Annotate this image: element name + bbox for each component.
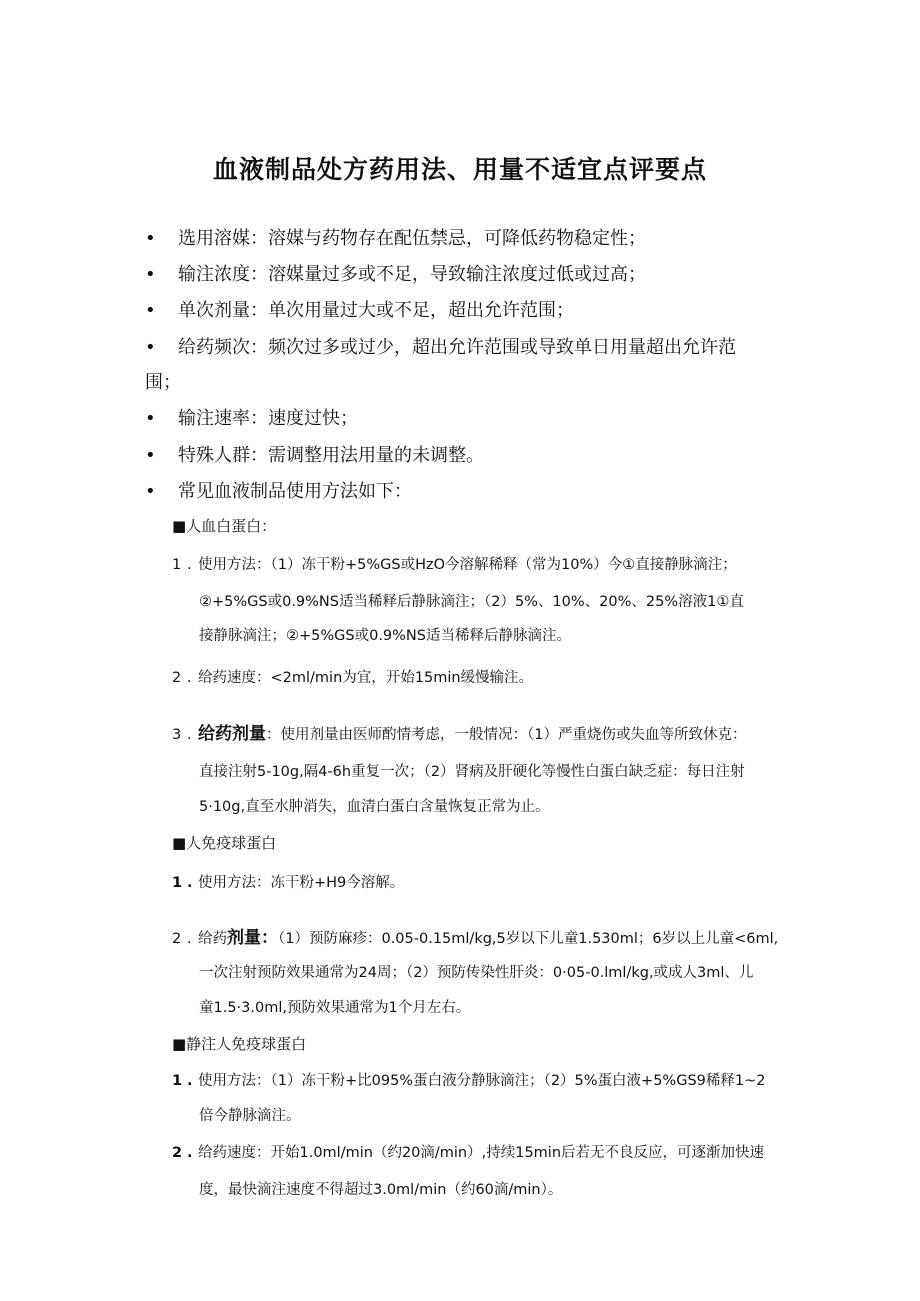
albumin-dose-heading: 给药剂量 (198, 724, 266, 744)
section-title-human-albumin: ■人血白蛋白： (172, 517, 277, 535)
bullet-special-population: • 特殊人群：需调整用法用量的未调整。 (145, 445, 484, 466)
bullet-dot: • (145, 337, 156, 358)
bullet-dot: • (145, 264, 156, 285)
immunoglobulin-dose-heading: 剂量： (227, 928, 278, 948)
bullet-frequency: • 给药频次：频次过多或过少，超出允许范围或导致单日用量超出允许范 (145, 337, 736, 358)
iv-immunoglobulin-item-1: 1 . 使用方法：（1）冻干粉+比095%蛋白液分静脉滴注；（2）5%蛋白液+5%GS9稀释1~2 (172, 1073, 766, 1089)
immunoglobulin-item-2-line-3: 童1.5·3.0ml,预防效果通常为1个月左右。 (199, 1000, 471, 1016)
iv-immunoglobulin-item-2: 2 . 给药速度：开始1.0ml∕min（约20滴∕min）,持续15min后若无不良反应，可逐渐加快速 (172, 1145, 765, 1161)
bullet-dot: • (145, 445, 156, 466)
bullet-concentration: • 输注浓度：溶媒量过多或不足，导致输注浓度过低或过高； (145, 264, 646, 285)
albumin-item-3-line-2: 直接注射5-10g,隔4-6h重复一次；（2）肾病及肝硬化等慢性白蛋白缺乏症：每日注射 (199, 764, 745, 780)
bullet-dot: • (145, 481, 156, 502)
immunoglobulin-item-2: 2 . 给药剂量：（1）预防麻疹：0.05-0.15ml∕kg,5岁以下儿童1.530ml；6岁以上儿童<6ml, (172, 928, 779, 948)
section-title-human-immunoglobulin: ■人免疫球蛋白 (172, 834, 277, 852)
iv-immunoglobulin-item-1-line-2: 倍今静脉滴注。 (199, 1108, 301, 1124)
iv-immunoglobulin-item-2-line-2: 度，最快滴注速度不得超过3.0ml∕min（约60滴∕min）。 (199, 1182, 563, 1198)
page-title: 血液制品处方药用法、用量不适宜点评要点 (212, 155, 707, 184)
immunoglobulin-item-1: 1 . 使用方法：冻干粉+H9今溶解。 (172, 875, 405, 891)
albumin-item-1-line-2: ②+5%GS或0.9%NS适当稀释后静脉滴注；（2）5%、10%、20%、25%溶液1①直 (199, 594, 744, 610)
bullet-infusion-rate: • 输注速率：速度过快； (145, 408, 358, 429)
bullet-dot: • (145, 228, 156, 249)
albumin-item-3-line-3: 5·10g,直至水肿消失，血清白蛋白含量恢复正常为止。 (199, 799, 550, 815)
immunoglobulin-item-2-line-2: 一次注射预防效果通常为24周；（2）预防传染性肝炎：0·05-0.lml∕kg,或成人3ml、儿 (199, 965, 754, 981)
section-title-iv-immunoglobulin: ■静注人免疫球蛋白 (172, 1035, 307, 1053)
bullet-common-usage: • 常见血液制品使用方法如下： (145, 481, 412, 502)
bullet-solvent: • 选用溶媒：溶媒与药物存在配伍禁忌，可降低药物稳定性； (145, 228, 646, 249)
albumin-item-1-line-3: 接静脉滴注；②+5%GS或0.9%NS适当稀释后静脉滴注。 (199, 628, 571, 644)
bullet-dot: • (145, 408, 156, 429)
albumin-item-3: 3 . 给药剂量：使用剂量由医师酌情考虑，一般情况：（1）严重烧伤或失血等所致休克： (172, 724, 747, 744)
albumin-item-1: 1 . 使用方法：（1）冻干粉+5%GS或HzO今溶解稀释（常为10%）今①直接静脉滴注； (172, 557, 737, 573)
bullet-single-dose: • 单次剂量：单次用量过大或不足，超出允许范围； (145, 300, 574, 321)
bullet-frequency-continuation: 围； (145, 372, 181, 393)
bullet-dot: • (145, 300, 156, 321)
albumin-item-2: 2 . 给药速度：<2ml∕min为宜，开始15min缓慢输注。 (172, 670, 534, 686)
